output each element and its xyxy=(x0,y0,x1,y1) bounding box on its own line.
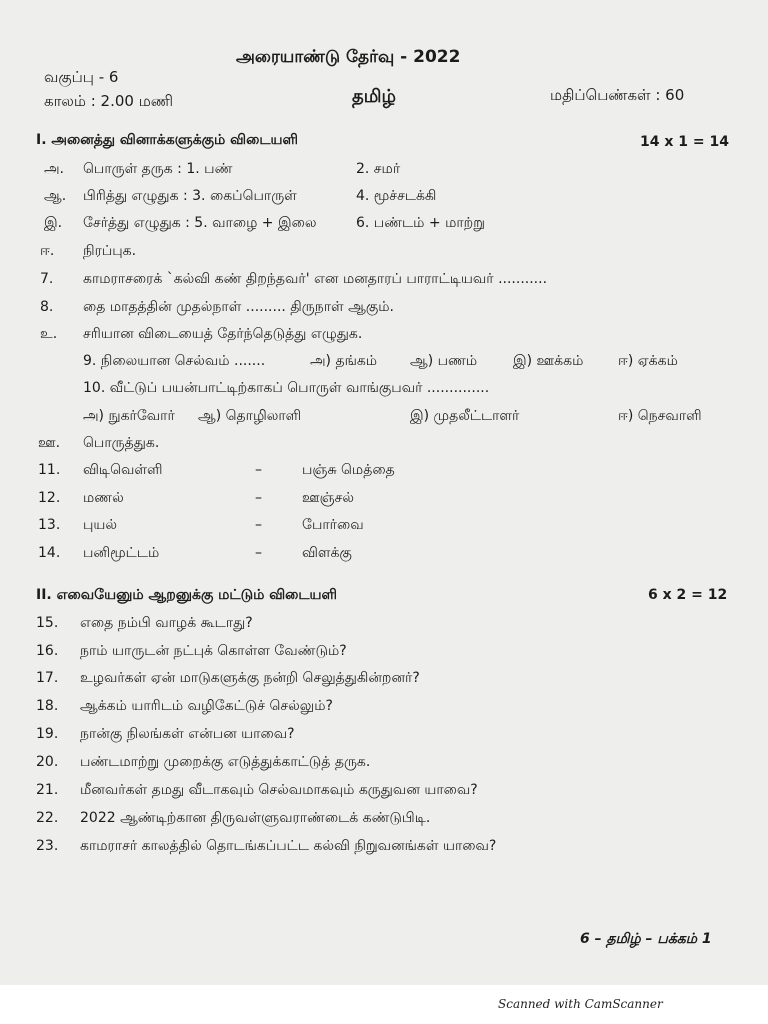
section-1-marks: 14 x 1 = 14 xyxy=(640,134,729,150)
question-10-option-d: ஈ) நெசவாளி xyxy=(618,408,702,424)
question-5: சேர்த்து எழுதுக : 5. வாழை + இலை xyxy=(83,215,317,231)
match-number: 11. xyxy=(38,462,61,478)
class-label: வகுப்பு - 6 xyxy=(44,68,119,86)
page-footer: 6 – தமிழ் – பக்கம் 1 xyxy=(580,931,712,947)
question-number: 20. xyxy=(36,754,59,770)
question-7-number: 7. xyxy=(40,271,54,287)
question-text: எதை நம்பி வாழக் கூடாது? xyxy=(80,615,253,631)
match-right: ஊஞ்சல் xyxy=(302,490,355,506)
question-text: பண்டமாற்று முறைக்கு எடுத்துக்காட்டுத் தருக. xyxy=(80,754,371,770)
match-dash: – xyxy=(255,517,262,533)
match-left: புயல் xyxy=(83,517,118,533)
question-text: நாம் யாருடன் நட்புக் கொள்ள வேண்டும்? xyxy=(80,643,347,659)
match-left: விடிவெள்ளி xyxy=(83,462,163,478)
exam-title: அரையாண்டு தேர்வு - 2022 xyxy=(236,47,461,67)
question-10-option-b: ஆ) தொழிலாளி xyxy=(198,408,302,424)
subsection-label-uu: ஊ. xyxy=(38,435,61,451)
subsection-label-a: அ. xyxy=(44,161,65,177)
question-7: காமராசரைக் `கல்வி கண் திறந்தவர்' என மனதாரப் பாராட்டியவர் ........... xyxy=(83,271,548,287)
question-10-option-a: அ) நுகர்வோர் xyxy=(83,408,175,424)
section-1-heading: I. அனைத்து வினாக்களுக்கும் விடையளி xyxy=(36,132,298,148)
time-label: காலம் : 2.00 மணி xyxy=(44,92,174,110)
question-9-option-d: ஈ) ஏக்கம் xyxy=(618,353,678,369)
question-2: 2. சமர் xyxy=(356,161,401,177)
question-text: ஆக்கம் யாரிடம் வழிகேட்டுச் செல்லும்? xyxy=(80,698,333,714)
match-number: 14. xyxy=(38,545,61,561)
subsection-label-u: உ. xyxy=(40,326,58,342)
question-1: பொருள் தருக : 1. பண் xyxy=(83,161,233,177)
match-instruction: பொருத்துக. xyxy=(83,435,160,451)
match-left: பனிமூட்டம் xyxy=(83,545,160,561)
subsection-label-ii: ஈ. xyxy=(40,243,55,259)
match-left: மணல் xyxy=(83,490,124,506)
question-text: நான்கு நிலங்கள் என்பன யாவை? xyxy=(80,726,295,742)
marks-label: மதிப்பெண்கள் : 60 xyxy=(550,86,685,104)
section-2-marks: 6 x 2 = 12 xyxy=(648,587,728,603)
subsection-label-aa: ஆ. xyxy=(44,188,67,204)
question-number: 17. xyxy=(36,670,59,686)
question-number: 18. xyxy=(36,698,59,714)
match-dash: – xyxy=(255,462,262,478)
section-2-heading: II. எவையேனும் ஆறனுக்கு மட்டும் விடையளி xyxy=(36,587,338,603)
choose-instruction: சரியான விடையைத் தேர்ந்தெடுத்து எழுதுக. xyxy=(83,326,363,342)
question-text: காமராசர் காலத்தில் தொடங்கப்பட்ட கல்வி நிறுவனங்கள் யாவை? xyxy=(80,838,497,854)
question-8: தை மாதத்தின் முதல்நாள் ......... திருநாள் ஆகும். xyxy=(83,299,394,315)
question-6: 6. பண்டம் + மாற்று xyxy=(356,215,485,231)
question-4: 4. மூச்சடக்கி xyxy=(356,188,437,204)
match-right: போர்வை xyxy=(302,517,364,533)
question-10-option-c: இ) முதலீட்டாளர் xyxy=(410,408,520,424)
match-dash: – xyxy=(255,545,262,561)
question-number: 22. xyxy=(36,810,59,826)
subject-title: தமிழ் xyxy=(352,86,396,107)
match-right: விளக்கு xyxy=(302,545,352,561)
question-3: பிரித்து எழுதுக : 3. கைப்பொருள் xyxy=(83,188,297,204)
scanner-watermark: Scanned with CamScanner xyxy=(498,997,663,1011)
question-9-option-b: ஆ) பணம் xyxy=(410,353,478,369)
question-9-option-a: அ) தங்கம் xyxy=(310,353,378,369)
question-text: மீனவர்கள் தமது வீடாகவும் செல்வமாகவும் கருதுவன யாவை? xyxy=(80,782,478,798)
question-10: 10. வீட்டுப் பயன்பாட்டிற்காகப் பொருள் வாங்குபவர் .............. xyxy=(83,380,490,396)
question-9: 9. நிலையான செல்வம் ....... xyxy=(83,353,266,369)
question-9-option-c: இ) ஊக்கம் xyxy=(513,353,584,369)
question-number: 19. xyxy=(36,726,59,742)
question-number: 21. xyxy=(36,782,59,798)
subsection-label-i: இ. xyxy=(44,215,63,231)
match-number: 12. xyxy=(38,490,61,506)
fill-in-instruction: நிரப்புக. xyxy=(83,243,137,259)
question-number: 15. xyxy=(36,615,59,631)
question-number: 23. xyxy=(36,838,59,854)
match-right: பஞ்சு மெத்தை xyxy=(302,462,395,478)
match-dash: – xyxy=(255,490,262,506)
question-number: 16. xyxy=(36,643,59,659)
match-number: 13. xyxy=(38,517,61,533)
question-text: 2022 ஆண்டிற்கான திருவள்ளுவராண்டைக் கண்டுபிடி. xyxy=(80,810,431,826)
question-text: உழவர்கள் ஏன் மாடுகளுக்கு நன்றி செலுத்துகின்றனர்? xyxy=(80,670,420,686)
question-8-number: 8. xyxy=(40,299,54,315)
